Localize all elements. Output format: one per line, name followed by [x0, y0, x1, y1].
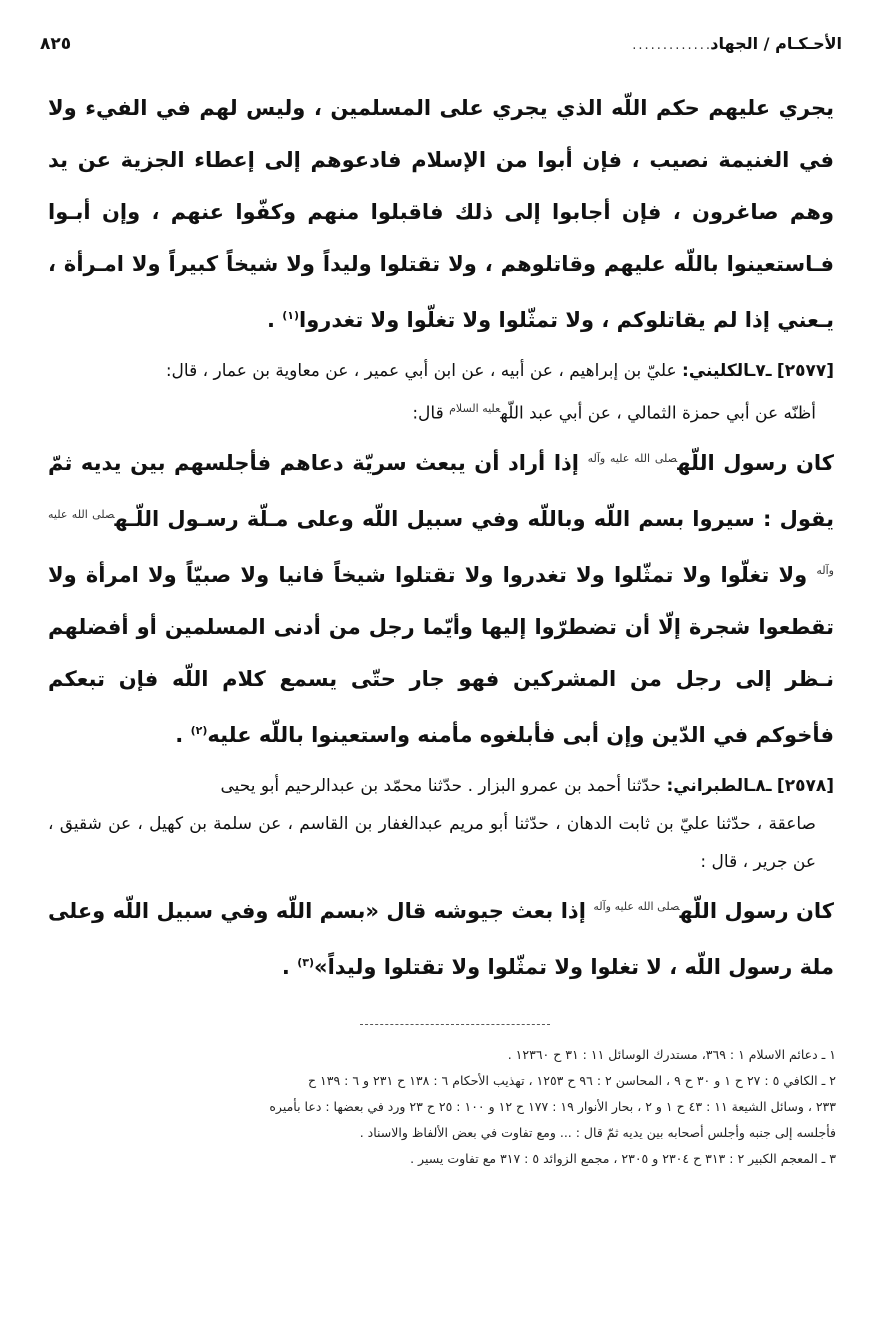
- hadith-text: إذا بعث جيوشه قال «بسم اللّه وفي سبيل اللّه وعلى ملة رسول اللّه ، لا تغلوا ولا تمثّلوا ولا تقتلوا وليداً»: [48, 898, 834, 979]
- footnotes: [46, 1042, 836, 1172]
- honorific-mark: عليه السلام: [449, 402, 501, 415]
- source-name: ـ٨ـالطبراني:: [666, 775, 772, 796]
- source-name: ـ٧ـالكليني:: [682, 361, 772, 381]
- hadith-2577-text: كان رسول اللّه$^{صلى الله عليه وآله}$ إذا أراد أن يبعث سريّة دعاهم فأجلسهم بين يديه ثمّ يقول : سيروا بسم اللّه وباللّه وفي سبيل اللّه وعلى مـلّة رسـول اللّـه$^{صلى الله عليه وآله}$ ولا تغلّوا ولا تمثّلوا ولا تغدروا ولا تقتلوا شيخاً فانيا ولا صبيّاً ولا امرأة ولا تقطعوا شجرة إلّا أن تضطرّوا إليها وأيّما رجل من أدنى المسلمين أو أفضلهم نـظر إلى رجل من المشركين فهو جار حتّى يسمع كلام اللّه فإن تبعكم فأخوكم في الدّين وإن أبى فأبلغوه مأمنه واستعينوا باللّه عليه$^{(٢)}$ .: [48, 450, 834, 747]
- hadith-text: ولا تغلّوا ولا تمثّلوا ولا تغدروا ولا تقتلوا شيخاً فانيا ولا صبيّاً ولا امرأة ولا تقطعوا شجرة إلّا أن تضطرّوا إليها وأيّما رجل من أدنى المسلمين أو أفضلهم نـظر إلى رجل من المشركين فهو جار حتّى يسمع كلام اللّه فإن تبعكم فأخوكم في الدّين وإن أبى فأبلغوه مأمنه واستعينوا باللّه عليه: [48, 562, 834, 747]
- footnote-ref-3: (٣): [297, 955, 314, 969]
- hadith-2577-chain-cont: [48, 390, 834, 433]
- hadith-number: [٢٥٧٨]: [776, 775, 834, 796]
- section-title: الأحـكـام / الجهاد: [710, 34, 842, 53]
- leader-dots: .............: [632, 38, 712, 53]
- hadith-2578-chain-cont: [48, 805, 834, 881]
- footnote-3: ٣ ـ المعجم الكبير ٢ : ٣١٣ ح ٢٣٠٤ و ٢٣٠٥ ، مجمع الزوائد ٥ : ٣١٧ مع تفاوت يسير .: [410, 1151, 836, 1166]
- footnote-separator: [360, 1024, 550, 1025]
- running-head: [40, 34, 842, 64]
- footnote-1: ١ ـ دعائم الاسلام ١ : ٣٦٩، مستدرك الوسائل ١١ : ٣١ ح ١٢٣٦٠ .: [507, 1047, 836, 1062]
- footnote-ref-1: (١): [282, 309, 300, 322]
- page-number: ٨٢٥: [40, 34, 72, 54]
- hadith-text: كان رسول اللّه: [679, 898, 835, 923]
- chain-text: عليّ بن إبراهيم ، عن أبيه ، عن ابن أبي عمير ، عن معاوية بن عمار ، قال:: [165, 361, 677, 381]
- chain-text: صاعقة ، حدّثنا عليّ بن ثابت الدهان ، حدّثنا أبو مريم عبدالغفار بن القاسم ، عن سلمة بن كهيل ، عن شقيق ، عن جرير ، قال :: [48, 813, 816, 872]
- hadith-2578-text: كان رسول اللّه$^{صلى الله عليه وآله}$ إذا بعث جيوشه قال «بسم اللّه وفي سبيل اللّه وعلى ملة رسول اللّه ، لا تغلوا ولا تمثّلوا ولا تقتلوا وليداً»$^{(٣)}$ .: [48, 898, 835, 979]
- paragraph-continuation: يجري عليهم حكم اللّه الذي يجري على المسلمين ، وليس لهم في الفيء ولا في الغنيمة نصيب ، فإن أبوا من الإسلام فادعوهم إلى إعطاء الجزية عن يد وهم صاغرون ، فإن أجابوا إلى ذلك فاقبلوا منهم وكفّوا عنهم ، وإن أبـوا فـاستعينوا باللّه عليهم وقاتلوهم ، ولا تقتلوا وليداً ولا شيخاً كبيراً ولا امـرأة ، يـعني إذا لم يقاتلوكم ، ولا تمثّلوا ولا تغلّوا ولا تغدروا$^{(١)}$ .: [48, 96, 834, 332]
- honorific-mark: صلى الله عليه وآله: [593, 899, 680, 913]
- footnote-ref-2: (٢): [190, 723, 208, 737]
- honorific-mark: صلى الله عليه وآله: [48, 507, 834, 577]
- honorific-mark: صلى الله عليه وآله: [587, 451, 678, 465]
- main-text: [48, 82, 834, 993]
- hadith-number: [٢٥٧٧]: [776, 361, 834, 381]
- paragraph-text: يجري عليهم حكم اللّه الذي يجري على المسلمين ، وليس لهم في الفيء ولا في الغنيمة نصيب ، فإن أبوا من الإسلام فادعوهم إلى إعطاء الجزية عن يد وهم صاغرون ، فإن أجابوا إلى ذلك فاقبلوا منهم وكفّوا عنهم ، وإن أبـوا فـاستعينوا باللّه عليهم وقاتلوهم ، ولا تقتلوا وليداً ولا شيخاً كبيراً ولا امـرأة ، يـعني إذا لم يقاتلوكم ، ولا تمثّلوا ولا تغلّوا ولا تغدروا: [48, 96, 834, 332]
- chain-text: أظنّه عن أبي حمزة الثمالي ، عن أبي عبد اللّه: [500, 403, 816, 424]
- hadith-2578-chain: [48, 767, 834, 805]
- footnote-2-line-3: فأجلسه إلى جنبه وأجلس أصحابه بين يديه ثمّ قال : ... ومع تفاوت في بعض الألفاظ والاسناد .: [359, 1125, 836, 1140]
- hadith-text: كان رسول اللّه: [677, 450, 834, 475]
- footnote-2-line-1: ٢ ـ الكافي ٥ : ٢٧ ح ١ و ٣٠ ح ٩ ، المحاسن ٢ : ٩٦ ح ١٢٥٣ ، تهذيب الأحكام ٦ : ١٣٨ ح ٢٣١ و ٦ : ١٣٩ ح: [307, 1073, 836, 1088]
- footnote-2-line-2: ٢٣٣ ، وسائل الشيعة ١١ : ٤٣ ح ١ و ٢ ، بحار الأنوار ١٩ : ١٧٧ ح ١٢ و ١٠٠ : ٢٥ ح ٢٣ ورد في بعضها : دعا بأميره: [269, 1099, 836, 1114]
- hadith-2577-chain: [48, 352, 834, 390]
- chain-text: حدّثنا أحمد بن عمرو البزار . حدّثنا محمّد بن عبدالرحيم أبو يحيى: [220, 775, 662, 796]
- chain-text: قال:: [412, 403, 444, 424]
- hadith-text: إذا أراد أن يبعث سريّة دعاهم فأجلسهم بين يديه ثمّ يقول : سيروا بسم اللّه وباللّه وفي سبيل اللّه وعلى مـلّة رسـول اللّـه: [48, 450, 834, 531]
